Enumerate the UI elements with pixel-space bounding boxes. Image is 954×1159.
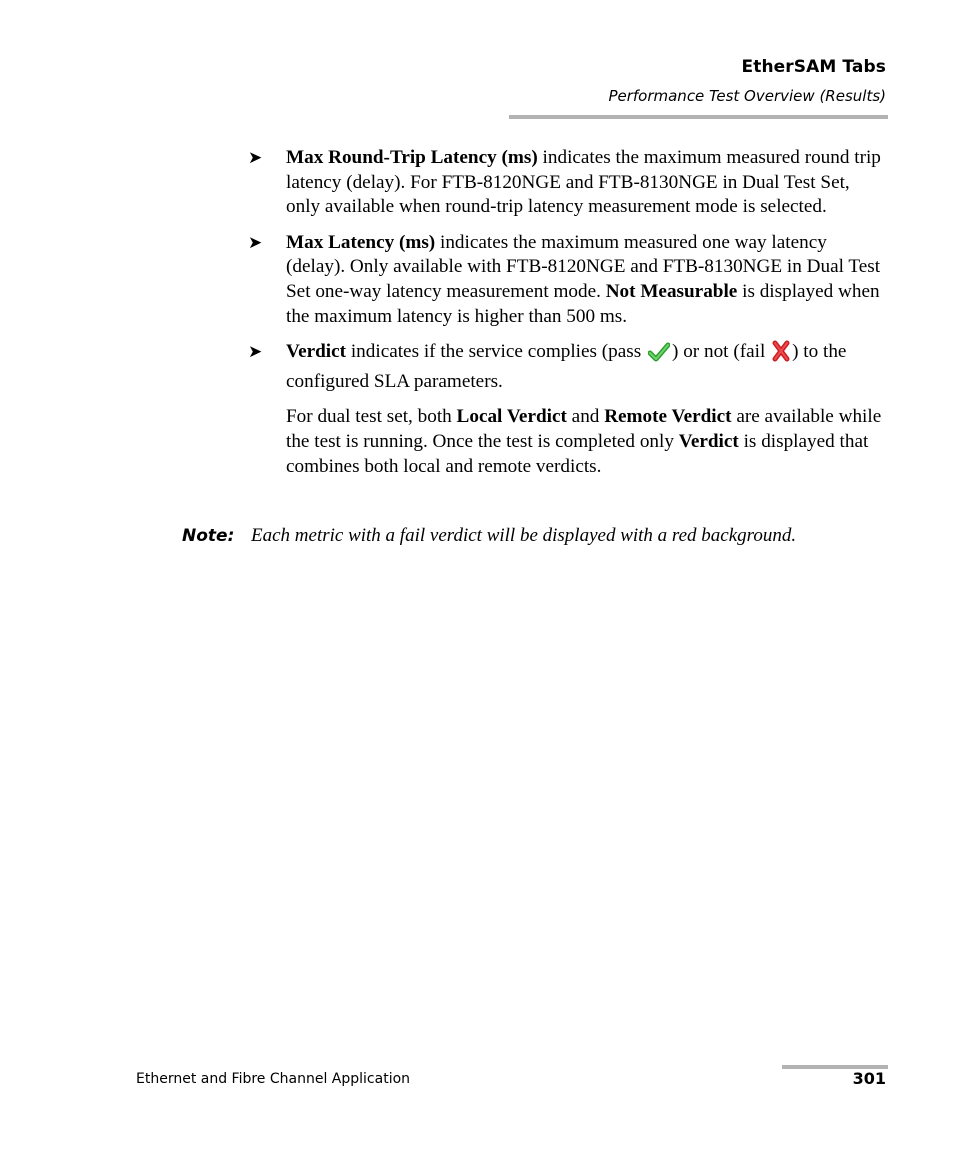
note-label: Note: bbox=[182, 526, 235, 546]
footer-title: Ethernet and Fibre Channel Application bbox=[136, 1071, 411, 1087]
term: Max Round-Trip Latency (ms) bbox=[286, 147, 538, 168]
text: is displayed that combines both local and remote verdicts. bbox=[286, 430, 869, 477]
section-subtitle: Performance Test Overview (Results) bbox=[608, 87, 886, 105]
text: and bbox=[566, 406, 605, 428]
description-cont: is displayed when the maximum latency is higher than 500 ms. bbox=[286, 280, 880, 327]
bullet-verdict bbox=[248, 340, 888, 394]
section-title: EtherSAM Tabs bbox=[741, 57, 886, 77]
description: indicates if the service complies (pass bbox=[346, 341, 647, 363]
bullet-arrow-icon: ➤ bbox=[248, 342, 263, 363]
local-verdict-term: Local Verdict bbox=[456, 406, 567, 428]
green-check-icon bbox=[648, 342, 670, 370]
red-x-icon bbox=[772, 340, 790, 370]
description-cont: ) or not (fail bbox=[672, 341, 771, 363]
note-text: Each metric with a fail verdict will be displayed with a red background. bbox=[251, 525, 797, 546]
note bbox=[182, 524, 882, 548]
emphasis: Not Measurable bbox=[605, 280, 738, 302]
description: indicates the maximum measured round trip latency (delay). For FTB-8120NGE and FTB-8130NGE in Dual Test Set, only available when round-trip latency measurement mode is selected. bbox=[286, 147, 881, 218]
term: Max Latency (ms) bbox=[286, 231, 436, 253]
description: indicates the maximum measured one way latency (delay). Only available with FTB-8120NGE and FTB-8130NGE in Dual Test Set one-way latency measurement mode. bbox=[286, 231, 881, 302]
bullet-arrow-icon: ➤ bbox=[248, 148, 263, 168]
dual-test-set-paragraph bbox=[286, 405, 888, 479]
main-content bbox=[248, 146, 888, 490]
text: For dual test set, both bbox=[286, 406, 457, 428]
description-end: ) to the configured SLA parameters. bbox=[286, 341, 847, 392]
header-rule bbox=[509, 115, 888, 119]
page-number: 301 bbox=[852, 1069, 886, 1088]
text: are available while the test is running. Once the test is completed only bbox=[286, 406, 882, 452]
remote-verdict-term: Remote Verdict bbox=[604, 406, 732, 428]
verdict-term: Verdict bbox=[678, 430, 739, 452]
term: Verdict bbox=[286, 341, 347, 363]
bullet-arrow-icon: ➤ bbox=[248, 232, 263, 253]
bullet-max-round-trip-latency bbox=[248, 146, 888, 220]
bullet-max-latency bbox=[248, 231, 888, 329]
